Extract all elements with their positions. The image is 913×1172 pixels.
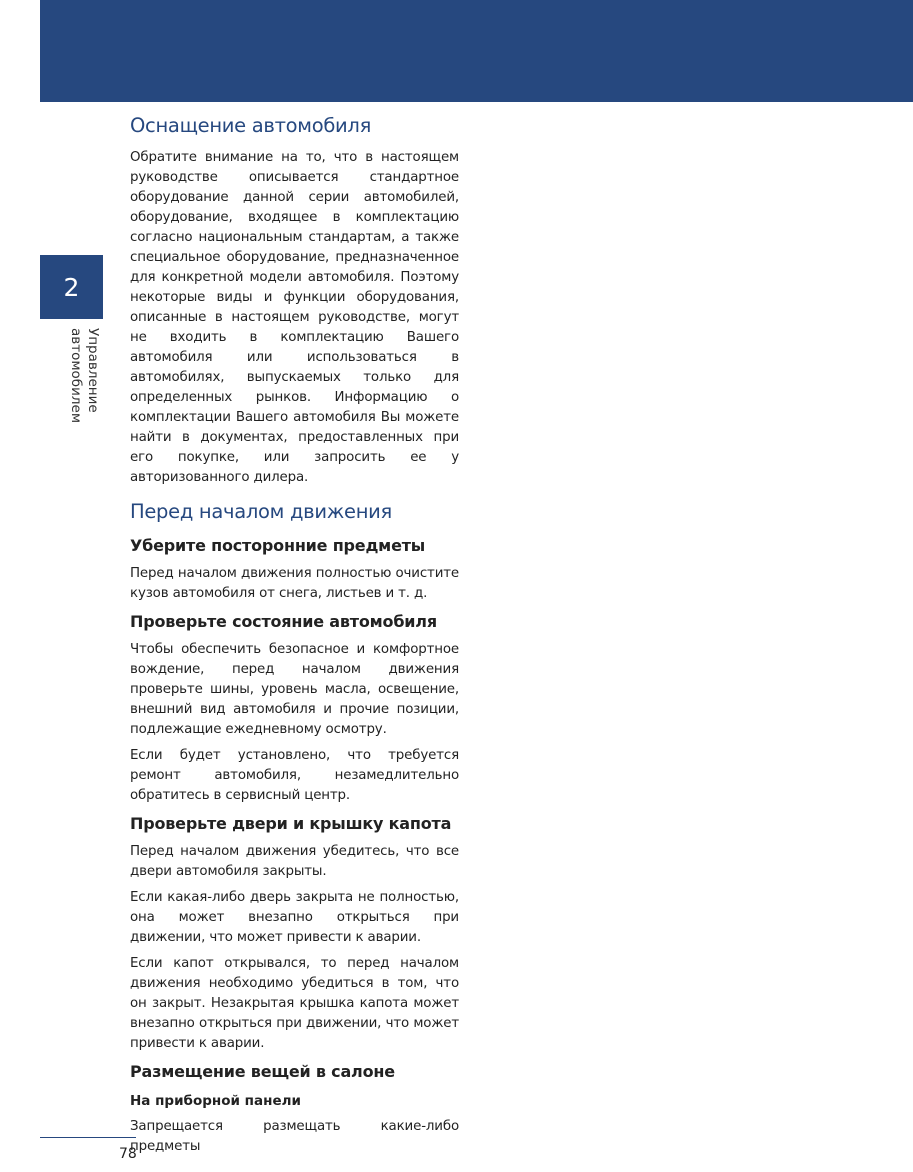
main-content [130,112,459,1163]
section-title-equipment: Оснащение автомобиля [130,114,372,137]
paragraph: Чтобы обеспечить безопасное и комфортное вождение, перед началом движения проверьте шины, уровень масла, освещение, внешний вид автомобиля и прочие позиции, подлежащие ежедневному осмотру. [130,642,459,737]
footer-rule [40,1137,136,1138]
subsection-title-check-doors: Проверьте двери и крышку капота [130,814,452,833]
chapter-number: 2 [63,272,80,302]
minor-title-dashboard: На приборной панели [130,1093,301,1109]
chapter-label-line2: автомобилем [68,328,84,424]
page-number: 78 [119,1146,137,1162]
paragraph: Если капот открывался, то перед началом движения необходимо убедиться в том, что он закрыт. Незакрытая крышка капота может внезапно открыться при движении, что может привести к аварии. [130,956,459,1051]
chapter-number-tab [40,255,103,319]
paragraph: Перед началом движения полностью очистите кузов автомобиля от снега, листьев и т. д. [130,566,459,601]
paragraph: Перед началом движения убедитесь, что все двери автомобиля закрыты. [130,844,459,879]
subsection-title-remove-objects: Уберите посторонние предметы [130,536,426,555]
subsection-title-check-condition: Проверьте состояние автомобиля [130,612,437,631]
paragraph: Обратите внимание на то, что в настоящем руководстве описывается стандартное оборудование данной серии автомобилей, оборудование, входящее в комплектацию согласно национальным стандартам, а также специальное оборудование, предназначенное для конкретной модели автомобиля. Поэтому некоторые виды и функции оборудования, описанные в настоящем руководстве, могут не входить в комплектацию Вашего автомобиля или использоваться в автомобилях, выпускаемых только для определенных рынков. Информацию о комплектации Вашего автомобиля Вы можете найти в документах, предоставленных при его покупке, или запросить ее у авторизованного дилера. [130,150,459,485]
subsection-title-cabin-items: Размещение вещей в салоне [130,1062,395,1081]
header-band [40,0,913,102]
paragraph: Если будет установлено, что требуется ремонт автомобиля, незамедлительно обратитесь в сервисный центр. [130,748,459,803]
paragraph: Если какая-либо дверь закрыта не полностью, она может внезапно открыться при движении, что может привести к аварии. [130,890,459,945]
paragraph: Запрещается размещать какие-либо предметы [130,1119,459,1154]
chapter-label-line1: Управление [85,328,101,413]
chapter-label [67,328,101,423]
section-title-before-driving: Перед началом движения [130,500,392,523]
